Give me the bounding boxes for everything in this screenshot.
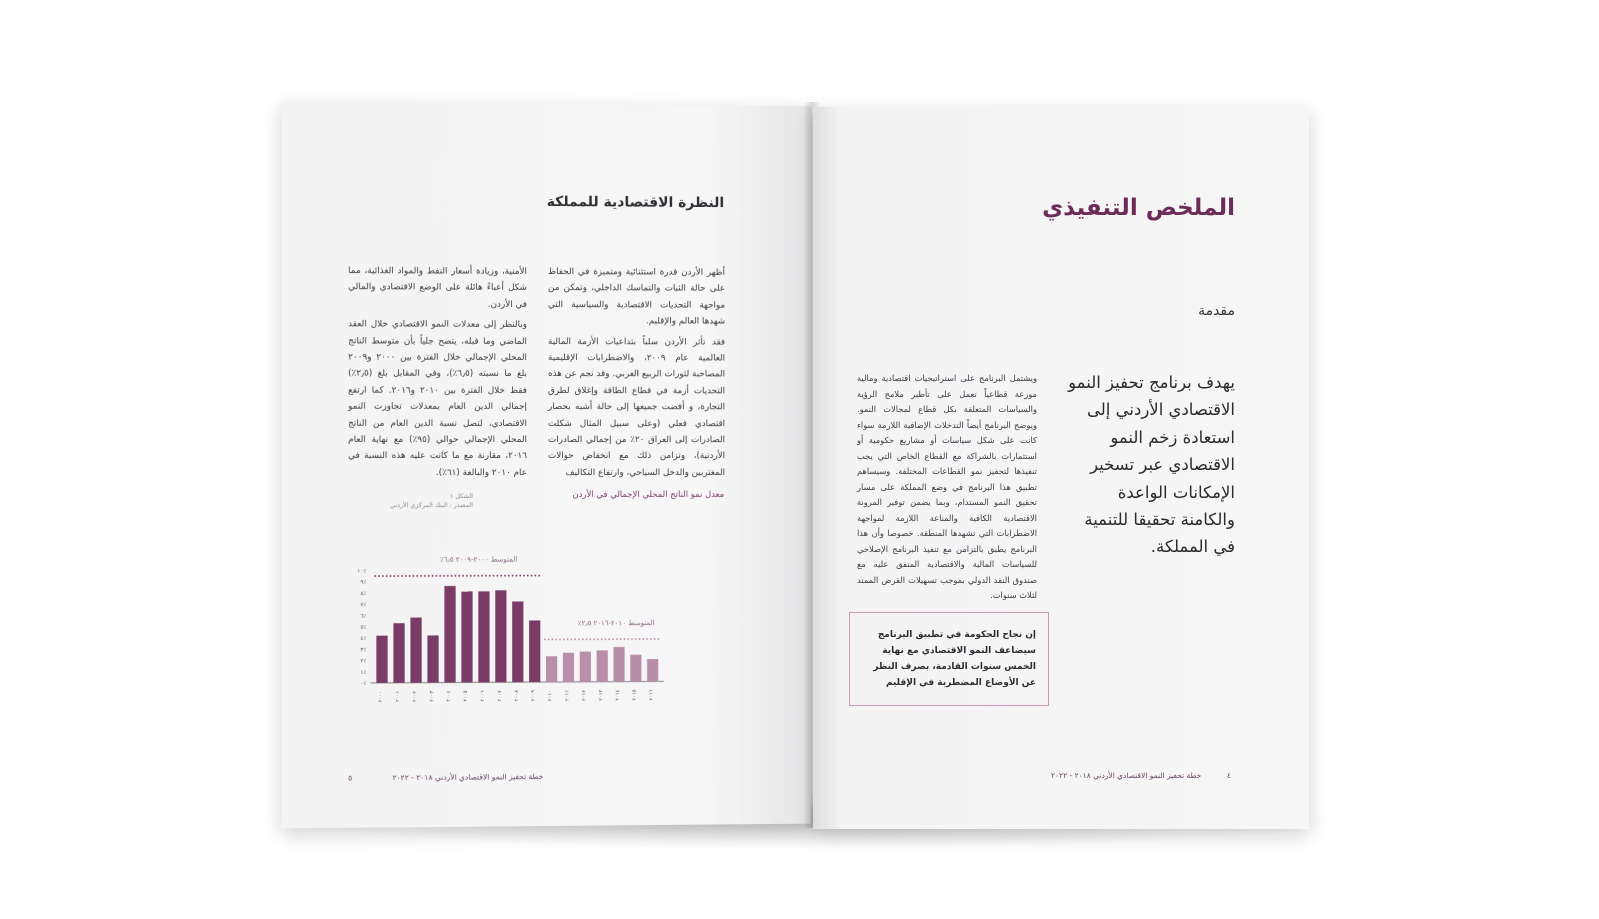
y-tick-label: ١٠٪: [357, 568, 367, 575]
x-tick-label: ٢٠٠٨: [513, 690, 520, 702]
bar: [647, 659, 658, 681]
x-tick-label: ٢٠٠٤: [446, 690, 453, 702]
average-label: المتوسط ٢٠١٠-٢٠١٦ ٢٫٥٪: [577, 618, 655, 628]
gdp-growth-chart: [352, 542, 672, 713]
left-page: [281, 102, 811, 829]
bar: [410, 618, 421, 683]
figure-info: [362, 492, 473, 510]
y-tick-label: ٦٪: [360, 613, 367, 620]
x-tick-label: ٢٠١١: [564, 689, 571, 702]
footer-title: خطة تحفيز النمو الاقتصادي الأردني ٢٠١٨ - ٢٠٢٢: [392, 772, 544, 783]
chart-caption: معدل نمو الناتج المحلي الإجمالي في الأردن: [572, 489, 725, 500]
bar: [495, 590, 506, 682]
bar: [630, 655, 641, 682]
footer-title: خطة تحفيز النمو الاقتصادي الأردني ٢٠١٨ - ٢٠٢٢: [1051, 771, 1202, 780]
figure-label: الشكل ١: [449, 493, 473, 501]
average-line: [544, 639, 660, 640]
page-number: ٥: [348, 773, 353, 783]
x-tick-label: ٢٠٠٩: [530, 690, 537, 702]
y-tick-label: ٧٪: [360, 602, 367, 609]
quote-box: إن نجاح الحكومة في تطبيق البرنامج سيضاعف النمو الاقتصادي مع نهاية الخمس سنوات القادمة، بصرف النظر عن الأوضاع المضطربة في الإقليم: [849, 612, 1049, 706]
figure-source: المصدر : البنك المركزي الأردني: [390, 502, 473, 510]
text-column-left: [348, 263, 527, 485]
x-tick-label: ٢٠٠٧: [496, 690, 503, 702]
x-tick-label: ٢٠١٠: [547, 689, 554, 702]
y-tick-label: ٠٪: [360, 680, 367, 688]
bar: [478, 591, 489, 682]
y-tick-label: ١٪: [360, 669, 367, 676]
bar: [376, 636, 387, 683]
text-column-right: [548, 264, 725, 485]
section-title: النظرة الاقتصادية للمملكة: [546, 193, 725, 212]
y-tick-label: ٤٪: [360, 635, 367, 643]
page-number: ٤: [1227, 771, 1232, 780]
x-tick-label: ٢٠٠١: [395, 690, 402, 703]
main-title: الملخص التنفيذي: [1042, 195, 1235, 221]
x-tick-label: ٢٠٠٢: [412, 690, 419, 702]
bar: [427, 635, 438, 682]
y-tick-label: ٢٪: [360, 658, 367, 665]
x-tick-label: ٢٠١٣: [598, 689, 605, 701]
bar: [512, 601, 523, 682]
bar: [461, 592, 472, 683]
bar: [580, 652, 591, 682]
paragraph: وبالنظر إلى معدلات النمو الاقتصادي خلال العقد الماضي وما قبله، يتضح جلياً بأن متوسط الناتج المحلي الإجمالي خلال الفترة بين ٢٠٠٠ و٢٠٠٩ بلغ ما نسبته (٦٫٥٪)، وفي المقابل بلغ (٢٫٥٪) فقط خلال الفترة بين ٢٠١٠ و٢٠١٦. كما ارتفع إجمالي الدين العام بمعدلات تجاوزت النمو الاقتصادي، لتصل نسبة الدين العام من الناتج المحلي الإجمالي حوالي (٩٥٪) مع نهاية العام ٢٠١٦، مقارنة مع ما كانت عليه هذه النسبة في عام ٢٠١٠ والبالغة (٦١٪).: [348, 319, 528, 478]
x-tick-label: ٢٠٠٦: [479, 690, 486, 702]
y-tick-label: ٨٪: [360, 590, 367, 598]
x-tick-label: ٢٠٠٣: [429, 690, 436, 702]
paragraph: أظهر الأردن قدرة استثنائية ومتميزة في الحفاظ على حالة الثبات والتماسك الداخلي، وتمكن من مواجهة التحديات الاقتصادية والسياسية التي شهدها العالم والإقليم.: [548, 267, 726, 327]
bar: [563, 653, 574, 682]
x-tick-label: ٢٠١٦: [648, 689, 655, 701]
x-tick-label: ٢٠٠٠: [377, 690, 385, 703]
bar: [529, 620, 540, 682]
bar: [444, 586, 455, 683]
y-tick-label: ٩٪: [360, 579, 367, 586]
average-label: المتوسط ٢٠٠٠-٢٠٠٩ ٦٫٥٪: [440, 554, 518, 564]
x-tick-label: ٢٠١٢: [581, 689, 588, 701]
bar: [393, 623, 404, 683]
body-text: ويشتمل البرنامج على استراتيجيات اقتصادية ومالية موزعة قطاعياً تعمل على تأطير ملامح الرؤية والسياسات المتعلقة بكل قطاع لمجالات النمو. ويوضح البرنامج أيضاً التدخلات الإضافية اللازمة سواء كانت على شكل سياسات أو مشاريع حكومية أو استثمارات بالشراكة مع القطاع الخاص التي يجب تنفيذها لتحفيز نمو القطاعات المختلفة. وسيساهم تطبيق هذا البرنامج في وضع المملكة على مسار تحقيق النمو المستدام، وبما يضمن توفير المرونة الاقتصادية الكافية والمناعة اللازمة لمواجهة الاضطرابات التي تشهدها المنطقة. خصوصا وأن هذا البرنامج يطبق بالتزامن مع تنفيذ البرنامج الإصلاحي للسياسات المالية والاقتصادية المتفق عليه مع صندوق النقد الدولي بموجب تسهيلات القرض الممتد لثلاث سنوات.: [857, 373, 1037, 600]
bar: [546, 656, 557, 682]
x-tick-label: ٢٠١٥: [631, 689, 638, 701]
y-tick-label: ٣٪: [360, 647, 367, 654]
y-tick-label: ٥٪: [360, 624, 367, 631]
paragraph: فقد تأثر الأردن سلباً بتداعيات الأزمة المالية العالمية عام ٢٠٠٩، والاضطرابات الإقليمية المصاحبة لثورات الربيع العربي. وقد نجم عن هذه التحديات أزمة في قطاع الطاقة وإغلاق لطرق التجارة، و أفضت جميعها إلى حالة أشبه بحصار اقتصادي فعلي (وعلى سبيل المثال شكلت الصادرات إلى العراق ٢٠٪ من إجمالي الصادرات الأردنية)، وتزامن ذلك مع انخفاض حوالات المغتربين والدخل السياحي، وارتفاع التكاليف: [548, 336, 726, 478]
intro-text: يهدف برنامج تحفيز النمو الاقتصادي الأردني إلى استعادة زخم النمو الاقتصادي عبر تسخير الإمكانات الواعدة والكامنة تحقيقا للتنمية في المملكة.: [1068, 373, 1235, 557]
bar: [597, 650, 608, 681]
right-page: [813, 107, 1309, 829]
x-tick-label: ٢٠١٤: [615, 689, 622, 701]
paragraph: الأمنية، وزيادة أسعار النفط والمواد الغذائية، مما شكل أعباءً هائلة على الوضع الاقتصادي والمالي في الأردن.: [348, 266, 528, 310]
x-tick-label: ٢٠٠٥: [462, 690, 469, 702]
subtitle: مقدمة: [1198, 303, 1235, 319]
bar: [613, 647, 624, 682]
